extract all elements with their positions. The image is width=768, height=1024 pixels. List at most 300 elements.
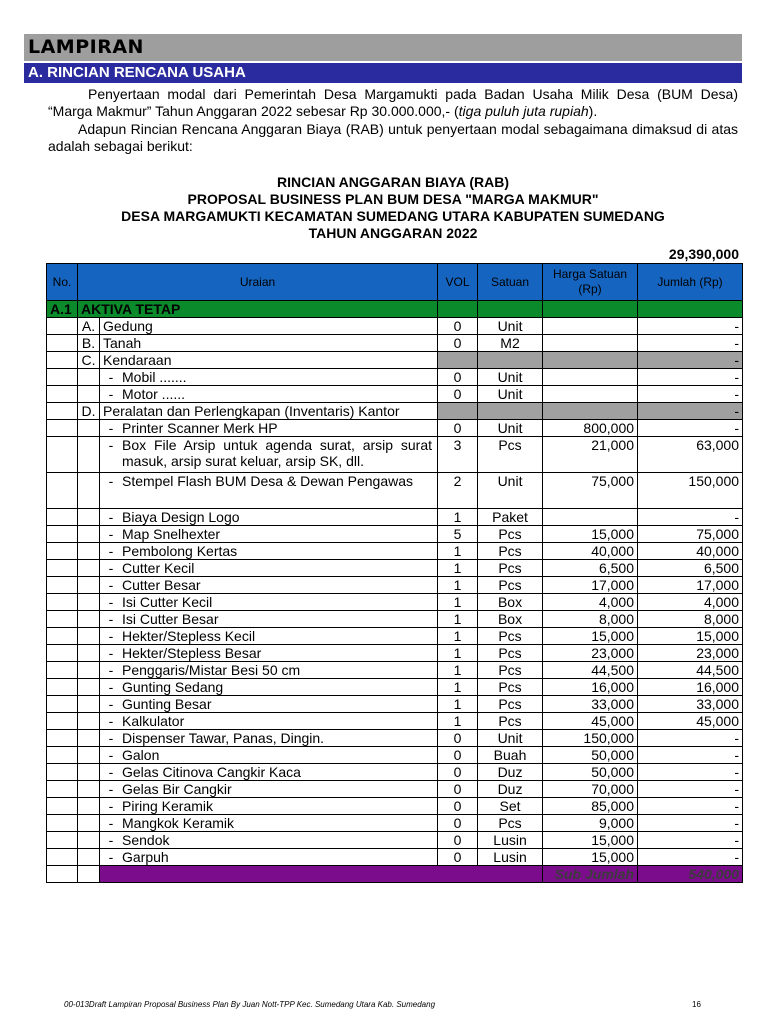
vol-cell: 1: [438, 560, 478, 577]
section-heading: A. RINCIAN RENCANA USAHA: [24, 63, 742, 83]
item-text: Printer Scanner Merk HP: [122, 420, 278, 436]
satuan-cell: Unit: [478, 730, 543, 747]
harga-cell: [543, 369, 638, 386]
vol-cell: 1: [438, 577, 478, 594]
jumlah-cell: 150,000: [638, 473, 743, 509]
satuan-cell: Pcs: [478, 696, 543, 713]
table-row: [47, 403, 743, 420]
table-row: [47, 352, 743, 369]
empty-cell: [78, 526, 100, 543]
item-dash: -: [108, 679, 114, 695]
empty-cell: [78, 386, 100, 403]
empty-cell: [78, 628, 100, 645]
vol-cell: 0: [438, 764, 478, 781]
item-text: Isi Cutter Besar: [122, 611, 219, 627]
item-label: [100, 730, 438, 747]
jumlah-cell: -: [638, 318, 743, 335]
paragraph-1-end: ).: [588, 103, 598, 119]
item-text: Gunting Besar: [122, 696, 212, 712]
table-row: [47, 713, 743, 730]
lampiran-heading: LAMPIRAN: [24, 34, 742, 61]
category-letter: A.: [78, 318, 100, 335]
table-row: [47, 437, 743, 473]
empty-cell: [47, 420, 78, 437]
table-row: [47, 509, 743, 526]
vol-cell: [438, 403, 478, 420]
item-dash: -: [108, 594, 114, 610]
satuan-cell: Unit: [478, 386, 543, 403]
category-letter: C.: [78, 352, 100, 369]
empty-cell: [47, 815, 78, 832]
item-text: Sendok: [122, 832, 170, 848]
vol-cell: 1: [438, 713, 478, 730]
empty-cell: [47, 628, 78, 645]
item-dash: -: [108, 798, 114, 814]
satuan-cell: Unit: [478, 318, 543, 335]
subtotal-filler: [100, 866, 543, 883]
item-text: Hekter/Stepless Kecil: [122, 628, 256, 644]
harga-cell: 44,500: [543, 662, 638, 679]
empty-cell: [47, 318, 78, 335]
empty-cell: [78, 611, 100, 628]
group-row: [47, 301, 743, 318]
satuan-cell: Unit: [478, 420, 543, 437]
jumlah-cell: 63,000: [638, 437, 743, 473]
satuan-cell: Pcs: [478, 662, 543, 679]
empty-cell: [78, 509, 100, 526]
table-row: [47, 369, 743, 386]
empty-cell: [47, 730, 78, 747]
harga-cell: [543, 318, 638, 335]
item-text: Hekter/Stepless Besar: [122, 645, 262, 661]
item-label: [100, 662, 438, 679]
harga-cell: 15,000: [543, 526, 638, 543]
harga-cell: 17,000: [543, 577, 638, 594]
paragraph-1: [48, 86, 738, 120]
table-row: [47, 815, 743, 832]
empty-cell: [47, 781, 78, 798]
rab-table: [46, 263, 743, 883]
vol-cell: 0: [438, 386, 478, 403]
empty-cell: [47, 386, 78, 403]
jumlah-cell: 6,500: [638, 560, 743, 577]
empty-cell: [78, 437, 100, 473]
harga-cell: 50,000: [543, 747, 638, 764]
table-row: [47, 730, 743, 747]
jumlah-cell: 15,000: [638, 628, 743, 645]
item-label: [100, 832, 438, 849]
satuan-cell: Set: [478, 798, 543, 815]
paragraph-1-text: Penyertaan modal dari Pemerintah Desa Margamukti pada Badan Usaha Milik Desa (BUM Desa) “Marga Makmur” Tahun Anggaran 2022 sebesar Rp 30.000.000,- (: [48, 86, 738, 119]
harga-cell: 50,000: [543, 764, 638, 781]
vol-cell: [438, 352, 478, 369]
empty-cell: [78, 832, 100, 849]
empty-cell: [78, 849, 100, 866]
satuan-cell: Pcs: [478, 815, 543, 832]
satuan-cell: Pcs: [478, 628, 543, 645]
satuan-cell: Pcs: [478, 679, 543, 696]
item-dash: -: [108, 781, 114, 797]
empty-cell: [47, 473, 78, 509]
empty-cell: [47, 611, 78, 628]
jumlah-cell: 40,000: [638, 543, 743, 560]
harga-cell: 70,000: [543, 781, 638, 798]
empty-cell: [47, 437, 78, 473]
item-dash: -: [108, 386, 114, 402]
satuan-cell: Pcs: [478, 577, 543, 594]
harga-cell: 6,500: [543, 560, 638, 577]
empty-cell: [78, 577, 100, 594]
category-letter: B.: [78, 335, 100, 352]
item-text: Dispenser Tawar, Panas, Dingin.: [122, 730, 325, 746]
empty-cell: [47, 594, 78, 611]
item-text: Piring Keramik: [122, 798, 214, 814]
table-row: [47, 696, 743, 713]
item-dash: -: [108, 543, 114, 559]
rab-title-1: RINCIAN ANGGARAN BIAYA (RAB): [276, 174, 510, 190]
item-text: Penggaris/Mistar Besi 50 cm: [122, 662, 301, 678]
satuan-cell: Pcs: [478, 560, 543, 577]
item-label: [100, 798, 438, 815]
item-text: Galon: [122, 747, 160, 763]
group-label: AKTIVA TETAP: [78, 301, 438, 318]
page-number: 16: [692, 1000, 701, 1009]
satuan-cell: Duz: [478, 781, 543, 798]
vol-cell: 1: [438, 662, 478, 679]
satuan-cell: Unit: [478, 369, 543, 386]
group-empty-satuan: [478, 301, 543, 318]
empty-cell: [47, 369, 78, 386]
vol-cell: 0: [438, 730, 478, 747]
empty-cell: [78, 781, 100, 798]
harga-cell: 8,000: [543, 611, 638, 628]
empty-cell: [78, 594, 100, 611]
table-row: [47, 662, 743, 679]
satuan-cell: Pcs: [478, 713, 543, 730]
harga-cell: 45,000: [543, 713, 638, 730]
item-label: [100, 815, 438, 832]
empty-cell: [47, 352, 78, 369]
table-row: [47, 798, 743, 815]
jumlah-cell: 17,000: [638, 577, 743, 594]
satuan-cell: Pcs: [478, 645, 543, 662]
harga-cell: 33,000: [543, 696, 638, 713]
jumlah-cell: -: [638, 403, 743, 420]
vol-cell: 1: [438, 594, 478, 611]
item-text: Motor ......: [122, 386, 186, 402]
item-label: [100, 594, 438, 611]
jumlah-cell: -: [638, 764, 743, 781]
jumlah-cell: 44,500: [638, 662, 743, 679]
satuan-cell: [478, 403, 543, 420]
empty-cell: [78, 543, 100, 560]
satuan-cell: Buah: [478, 747, 543, 764]
jumlah-cell: 4,000: [638, 594, 743, 611]
jumlah-cell: 45,000: [638, 713, 743, 730]
jumlah-cell: -: [638, 849, 743, 866]
empty-cell: [47, 832, 78, 849]
paragraph-2: Adapun Rincian Rencana Anggaran Biaya (RAB) untuk penyertaan modal sebagaimana dimaksud di atas adalah sebagai berikut:: [48, 121, 738, 154]
jumlah-cell: -: [638, 509, 743, 526]
item-dash: -: [108, 369, 114, 385]
item-text: Cutter Kecil: [122, 560, 195, 576]
jumlah-cell: 16,000: [638, 679, 743, 696]
empty-cell: [78, 662, 100, 679]
item-text: Biaya Design Logo: [122, 509, 240, 525]
jumlah-cell: -: [638, 420, 743, 437]
empty-cell: [47, 866, 78, 883]
item-dash: -: [108, 509, 114, 525]
item-label: [100, 420, 438, 437]
vol-cell: 0: [438, 747, 478, 764]
empty-cell: [78, 369, 100, 386]
table-row: [47, 832, 743, 849]
table-row: [47, 645, 743, 662]
item-label: [100, 543, 438, 560]
harga-cell: [543, 335, 638, 352]
table-row: [47, 849, 743, 866]
empty-cell: [78, 764, 100, 781]
item-dash: -: [108, 473, 114, 489]
table-row: [47, 577, 743, 594]
satuan-cell: Paket: [478, 509, 543, 526]
empty-cell: [78, 696, 100, 713]
table-row: [47, 335, 743, 352]
group-empty-vol: [438, 301, 478, 318]
rab-title-4: TAHUN ANGGARAN 2022: [308, 225, 478, 241]
empty-cell: [47, 747, 78, 764]
table-row: [47, 594, 743, 611]
category-label: Tanah: [100, 335, 438, 352]
item-text: Pembolong Kertas: [122, 543, 238, 559]
harga-cell: [543, 352, 638, 369]
table-row: [47, 679, 743, 696]
empty-cell: [47, 764, 78, 781]
category-label: Gedung: [100, 318, 438, 335]
empty-cell: [47, 696, 78, 713]
table-row: [47, 543, 743, 560]
jumlah-cell: -: [638, 798, 743, 815]
subtotal-label: Sub Jumlah: [543, 866, 638, 883]
item-dash: -: [108, 730, 114, 746]
table-row: [47, 747, 743, 764]
vol-cell: 1: [438, 628, 478, 645]
satuan-cell: Box: [478, 611, 543, 628]
item-text: Stempel Flash BUM Desa & Dewan Pengawas: [122, 473, 414, 489]
table-row: [47, 560, 743, 577]
item-dash: -: [108, 628, 114, 644]
empty-cell: [47, 335, 78, 352]
empty-cell: [78, 679, 100, 696]
harga-cell: 800,000: [543, 420, 638, 437]
empty-cell: [78, 473, 100, 509]
empty-cell: [47, 849, 78, 866]
rab-title-2: PROPOSAL BUSINESS PLAN BUM DESA "MARGA MAKMUR": [187, 191, 599, 207]
empty-cell: [47, 403, 78, 420]
empty-cell: [78, 713, 100, 730]
empty-cell: [47, 713, 78, 730]
satuan-cell: Lusin: [478, 832, 543, 849]
empty-cell: [47, 679, 78, 696]
jumlah-cell: -: [638, 730, 743, 747]
vol-cell: 1: [438, 611, 478, 628]
harga-cell: 16,000: [543, 679, 638, 696]
harga-cell: 9,000: [543, 815, 638, 832]
vol-cell: 0: [438, 335, 478, 352]
item-label: [100, 713, 438, 730]
item-label: [100, 645, 438, 662]
col-header-satuan: Satuan: [478, 264, 543, 301]
col-header-harga: Harga Satuan (Rp): [543, 264, 638, 301]
subtotal-value: 540,000: [638, 866, 743, 883]
harga-cell: 150,000: [543, 730, 638, 747]
jumlah-cell: 8,000: [638, 611, 743, 628]
jumlah-cell: -: [638, 832, 743, 849]
empty-cell: [47, 798, 78, 815]
vol-cell: 1: [438, 543, 478, 560]
item-label: [100, 628, 438, 645]
item-text: Mangkok Keramik: [122, 815, 235, 831]
harga-cell: 85,000: [543, 798, 638, 815]
item-dash: -: [108, 611, 114, 627]
empty-cell: [78, 645, 100, 662]
category-letter: D.: [78, 403, 100, 420]
item-text: Mobil .......: [122, 369, 187, 385]
item-label: [100, 747, 438, 764]
item-dash: -: [108, 713, 114, 729]
satuan-cell: Lusin: [478, 849, 543, 866]
item-text: Kalkulator: [122, 713, 185, 729]
jumlah-cell: 75,000: [638, 526, 743, 543]
jumlah-cell: -: [638, 335, 743, 352]
item-label: [100, 577, 438, 594]
empty-cell: [78, 798, 100, 815]
item-text: Gunting Sedang: [122, 679, 224, 695]
empty-cell: [47, 560, 78, 577]
satuan-cell: [478, 352, 543, 369]
item-label: [100, 696, 438, 713]
vol-cell: 1: [438, 679, 478, 696]
item-dash: -: [108, 577, 114, 593]
table-row: [47, 420, 743, 437]
empty-cell: [47, 509, 78, 526]
table-row: [47, 386, 743, 403]
satuan-cell: Box: [478, 594, 543, 611]
item-text: Garpuh: [122, 849, 169, 865]
item-text: Map Snelhexter: [122, 526, 221, 542]
vol-cell: 1: [438, 509, 478, 526]
item-dash: -: [108, 645, 114, 661]
empty-cell: [78, 866, 100, 883]
harga-cell: 15,000: [543, 628, 638, 645]
vol-cell: 0: [438, 815, 478, 832]
category-label: Kendaraan: [100, 352, 438, 369]
empty-cell: [47, 577, 78, 594]
vol-cell: 5: [438, 526, 478, 543]
jumlah-cell: -: [638, 386, 743, 403]
harga-cell: [543, 386, 638, 403]
vol-cell: 1: [438, 645, 478, 662]
grand-total: 29,390,000: [668, 246, 739, 262]
satuan-cell: Pcs: [478, 526, 543, 543]
harga-cell: 21,000: [543, 437, 638, 473]
group-empty-jumlah: [638, 301, 743, 318]
vol-cell: 0: [438, 420, 478, 437]
item-dash: -: [108, 815, 114, 831]
item-dash: -: [108, 764, 114, 780]
group-empty-harga: [543, 301, 638, 318]
item-dash: -: [108, 696, 114, 712]
vol-cell: 2: [438, 473, 478, 509]
harga-cell: [543, 403, 638, 420]
item-label: [100, 526, 438, 543]
vol-cell: 0: [438, 369, 478, 386]
vol-cell: 0: [438, 849, 478, 866]
satuan-cell: Pcs: [478, 437, 543, 473]
jumlah-cell: 33,000: [638, 696, 743, 713]
jumlah-cell: -: [638, 747, 743, 764]
item-label: [100, 509, 438, 526]
jumlah-cell: 23,000: [638, 645, 743, 662]
item-label: [100, 386, 438, 403]
item-label: [100, 781, 438, 798]
group-no: A.1: [47, 301, 78, 318]
table-row: [47, 764, 743, 781]
vol-cell: 0: [438, 781, 478, 798]
col-header-vol: VOL: [438, 264, 478, 301]
empty-cell: [47, 543, 78, 560]
jumlah-cell: -: [638, 369, 743, 386]
empty-cell: [78, 815, 100, 832]
rab-titles: [30, 174, 756, 242]
harga-cell: 23,000: [543, 645, 638, 662]
vol-cell: 1: [438, 696, 478, 713]
table-row: [47, 318, 743, 335]
col-header-uraian: Uraian: [78, 264, 438, 301]
satuan-cell: Pcs: [478, 543, 543, 560]
item-dash: -: [108, 526, 114, 542]
table-header-row: [47, 264, 743, 301]
empty-cell: [78, 747, 100, 764]
satuan-cell: Duz: [478, 764, 543, 781]
empty-cell: [47, 645, 78, 662]
vol-cell: 3: [438, 437, 478, 473]
item-label: [100, 560, 438, 577]
category-label: Peralatan dan Perlengkapan (Inventaris) Kantor: [100, 403, 438, 420]
item-dash: -: [108, 832, 114, 848]
empty-cell: [47, 526, 78, 543]
jumlah-cell: -: [638, 815, 743, 832]
harga-cell: 4,000: [543, 594, 638, 611]
harga-cell: [543, 509, 638, 526]
empty-cell: [78, 560, 100, 577]
item-label: [100, 849, 438, 866]
col-header-no: No.: [47, 264, 78, 301]
item-text: Box File Arsip untuk agenda surat, arsip surat masuk, arsip surat keluar, arsip SK, dll.: [122, 437, 432, 469]
col-header-jumlah: Jumlah (Rp): [638, 264, 743, 301]
item-text: Gelas Citinova Cangkir Kaca: [122, 764, 301, 780]
table-row: [47, 781, 743, 798]
harga-cell: 75,000: [543, 473, 638, 509]
item-text: Cutter Besar: [122, 577, 201, 593]
empty-cell: [78, 420, 100, 437]
item-label: [100, 611, 438, 628]
satuan-cell: Unit: [478, 473, 543, 509]
item-dash: -: [108, 420, 114, 436]
harga-cell: 15,000: [543, 849, 638, 866]
item-dash: -: [108, 437, 114, 453]
item-text: Gelas Bir Cangkir: [122, 781, 232, 797]
